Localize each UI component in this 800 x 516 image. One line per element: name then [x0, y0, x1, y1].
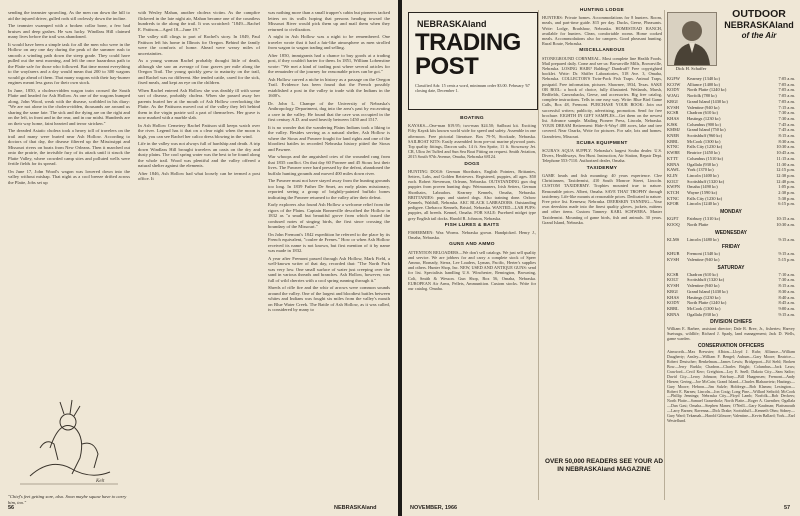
column-divider [664, 10, 665, 500]
article-column-3 [268, 10, 390, 315]
schedule-row [667, 201, 795, 207]
station-call: KVSH [667, 256, 679, 262]
air-time: 10:30 a.m. [776, 221, 795, 227]
air-time: 7:45 a.m. [778, 121, 795, 127]
station-city: Omaha (1490 kc) [687, 184, 718, 190]
title-line-nebraskaland: NEBRASKAland [724, 20, 794, 30]
air-time: 1:05 p.m. [778, 184, 795, 190]
station-city: Chadron (610 kc) [687, 110, 718, 116]
article-paragraph: On John Fremont's 1842 expedition he referred to the place by its French equivalent, "coulee de Frenes." How or when Ash Hollow received its name is not known, but first mention of it by name was made in 1832. [268, 231, 390, 253]
article-paragraph: A year after Fremont passed through Ash Hollow, Mark Field, a well-known writer of that day, recorded that: "The North Fork was very low. One small surface of water just creeping over the sand in various threads and branches. Ash Hollow, however, was full of wild cherries with a cool spring running through it." [268, 255, 390, 283]
air-time: 7:05 a.m. [778, 81, 795, 87]
schedule-day-heading: SATURDAY [717, 264, 745, 271]
air-time: 8:15 a.m. [778, 133, 795, 139]
article-paragraph: The dreaded Asiatic cholera took a heavy toll of travelers on the trail and many were buried near Ash Hollow. According to doctors of that day, the disease filtered up the Mississippi and Missouri rivers on boats from New Orleans. Then it marched out onto the prairie, the invisible fury of its attack until it struck the Platte Valley, where crowded camp sites and polluted wells were fertile fields for its spread. [8, 128, 130, 166]
station-city: Grand Island (1430 kc) [687, 288, 728, 294]
classified-ad-text: FISHERMEN: Wax Worms. Nebraska grown. Handpicked. Henry J., Omaha, Nebraska. [408, 230, 536, 241]
air-time: 5:15 p.m. [778, 256, 795, 262]
section-heading: GUNS AND AMMO [449, 242, 495, 248]
station-call: KNEB [667, 133, 679, 139]
station-call: KTNC [667, 195, 679, 201]
station-city: Kearney (1340 kc) [687, 76, 720, 81]
air-time: 6:15 p.m. [778, 201, 795, 207]
air-time: 7:30 a.m. [778, 115, 795, 121]
station-call: KHAS [667, 115, 679, 121]
station-city: Falls City (1230 kc) [687, 144, 723, 150]
article-paragraph: Ash Hollow carved a niche in history as a passage on the Oregon Trail. Evidence has been found that the French possibly established a post in the valley to trade with the Indians in the 1600's. [268, 76, 390, 98]
right-page [402, 0, 800, 516]
station-call: KOOQ [667, 221, 680, 227]
svg-text:Kelt: Kelt [96, 479, 105, 484]
station-city: North Platte (1240 kc) [687, 300, 727, 306]
article-paragraph: Shreds of rifle fire and the whir of arrows were common sounds around the valley. One of the largest and bloodiest battles between whites and Indians was fought six miles from the valley's mouth on Blue Water Creek. The Battle of Ash Hollow, as it was called, is considered by many to [268, 285, 390, 312]
advertise-promo: OVER 50,000 READERS SEE YOUR AD IN NEBRASKAland MAGAZINE [545, 458, 663, 473]
air-time: 7:05 a.m. [778, 87, 795, 93]
air-time: 12:30 p.m. [776, 172, 795, 178]
station-call: KOLT [667, 277, 679, 283]
column-divider [538, 10, 539, 500]
air-time: 8:30 a.m. [778, 288, 795, 294]
air-time: 7:30 a.m. [778, 277, 795, 283]
schedule-day-heading: MONDAY [720, 209, 742, 216]
article-paragraph: It would have been a simple task for all the men who were in the Hollow on any one day during the peak of the summer rush to smooth a winding path down the steep grade. They could have pulled out the next morning, and left the once hazardous path to the Platte safe for those who followed. But time meant everything to the wayfarers and a day would mean that 200 to 300 wagons would go ahead of them. That many wagons with their hay-burner engines meant less grass for their own stock. [8, 41, 130, 85]
station-city: Ogallala (930 kc) [687, 161, 718, 167]
station-city: McCook (1300 kc) [687, 305, 721, 311]
station-city: Columbus (900 kc) [687, 121, 721, 127]
air-time: 12:15 p.m. [776, 167, 795, 173]
air-time: 7:10 a.m. [778, 271, 795, 277]
article-paragraph: with Wesley Mahan, another cholera victim. As the campfire flickered in the late night air, Mahan became one of the countless hundreds to die along the trail. It was scratched: "1849—Rachel E. Pattison—Aged 18—June 19." [138, 10, 260, 32]
station-call: KTTT [667, 155, 679, 161]
station-call: KWPN [667, 184, 680, 190]
article-paragraph: Early explorers also found Ash Hollow a welcome relief from the rigors of the Plains. Captain Bonneville described the Hollow in 1832 as "a small but beautiful grove from which issued the confused notes of singing birds, the first since crossing the boundary of the Missouri." [268, 202, 390, 229]
air-time: 8:15 a.m. [778, 283, 795, 289]
article-paragraph: In June, 1850, a cholera-ridden wagon train crossed the South Platte and headed for Ash Hollow. As one of the wagons bumped along, John Wood, weak with the disease, scribbled in his diary: "We are not alone in the cholera-ridden, thousands are around us sharing the same fate. The sick and the dying are on the right and on the left, in front and in the rear, and in our midst. Hundreds are on their way home, faint hearted and terror stricken." [8, 87, 130, 126]
classified-rates: Classified Ads: 15 cents a word, minimum order $3.00. February '67 closing date, December 1. [415, 83, 530, 93]
station-city: Beatrice (1450 kc) [687, 150, 720, 156]
section-heading: SCUBA EQUIPMENT [576, 140, 628, 146]
article-paragraph: Dr. John L. Champe of the University of Nebraska's Anthropology Department, dug into the area's past by excavating a cave in the valley. He found that the cave was occupied in the first century A.D. and used heavily between 1450 and 1517. [268, 100, 390, 122]
station-call: KFOR [667, 201, 679, 207]
air-time: 7:30 a.m. [778, 110, 795, 116]
station-city: Columbus (1510 kc) [687, 155, 724, 161]
classified-ad-text: GAME heads and fish mounting: 40 years experience. Clee Christiansen, Taxidermist, 410 South Monroe Street, Lincoln. CUSTOM TAXIDERMY. Trophies mounted true to nature. Reasonable prices. Albert, Omaha. SAVE THAT TROPHY through taxidermy. Life-like mounts at reasonable prices. Dedicated to nature. Free price list. Kenesaw, Nebraska. DEERSKIN TANNING—Your own deerskins made into the finest quality gloves, jackets, mittens and other items. Custom Tannery. KARL SCHWERA. Master Taxidermist. Mounting of game birds, fish and animals. 30 years. Grand Island, Nebraska. [542, 172, 662, 225]
schedule-row [667, 222, 795, 228]
article-paragraph: On June 17, John Wood's wagon was lowered down into the valley without mishap. That night as a cool breeze drifted across the Platte, Jobs set up [8, 168, 130, 185]
station-call: KVSH [667, 104, 679, 110]
air-time: 9:15 a.m. [778, 251, 795, 257]
station-call: KRGI [667, 288, 678, 294]
station-call: KCSR [667, 110, 679, 116]
schedule-day-heading: DIVISION CHIEFS [710, 319, 752, 326]
station-city: Fairbury (1310 kc) [687, 216, 721, 222]
article-paragraph: A night in Ash Hollow was a night to be remembered. One traveler wrote that it had a fair-like atmosphere as men strolled from wagon to wagon trading and selling. [268, 34, 390, 50]
schedule-row [667, 257, 795, 263]
cartoon-illustration [10, 388, 128, 490]
station-city: North Platte (1240 kc) [687, 87, 727, 93]
station-city: Wayne (1590 kc) [687, 190, 718, 196]
article-paragraph: When Rachel entered Ash Hollow she was deathly ill with some sort of disease, probably cholera. When she passed away her parents buried her at the mouth of Ash Hollow overlooking the Platte. As the Pattisons moved out of the valley they left behind them in the virgin prairie soil a part of themselves. Her grave is now marked with a marble slab. [138, 87, 260, 120]
division-chiefs-text: William E. Barbee, assistant director; Dale R. Bree, Jr., fisheries; Harvey Suetsugu, wildlife; Richard J. Spady, land management; Jack D. Wells, game warden. [667, 326, 795, 342]
station-city: North Platte [687, 221, 709, 227]
station-city: Valentine (940 kc) [687, 256, 720, 262]
title-line-of-the-air: of the Air [741, 31, 777, 40]
station-call: KHAS [667, 294, 679, 300]
section-heading: TAXIDERMY [586, 165, 618, 171]
article-column-1 [8, 10, 130, 187]
air-time: 8:30 a.m. [778, 138, 795, 144]
station-city: Valentine (940 kc) [687, 283, 720, 289]
station-call: KJSK [667, 121, 678, 127]
station-city: Ogallala (930 kc) [687, 311, 718, 317]
page-number-right: 57 [784, 505, 791, 511]
station-call: KVSH [667, 283, 679, 289]
air-time: 7:15 a.m. [778, 104, 795, 110]
station-call: KLMS [667, 236, 680, 242]
section-heading: MISCELLANEOUS [579, 48, 625, 54]
station-city: Valentine (940 kc) [687, 104, 720, 110]
article-paragraph: In Ash Hollow Cemetery Rachel Pattison still keeps watch over the river. Legend has it that on a clear night when the moon is high, you can see Rachel her calico dress blowing in the wind. [138, 122, 260, 139]
station-call: WJAG [667, 93, 680, 99]
section-heading: BOATING [460, 116, 484, 121]
schedule-row [667, 312, 795, 318]
air-time: 7:05 a.m. [778, 93, 795, 99]
article-column-2 [138, 10, 260, 184]
station-call: KLIN [667, 172, 678, 178]
article-paragraph: sending the teamster sprawling. As the men ran down the hill to aid the injured driver, gulled rods sifl owlessly down the incline. [8, 10, 130, 21]
air-time: 10:45 a.m. [776, 150, 795, 156]
article-paragraph: It is no wonder that the wandering Plains Indians took a liking to the valley. Besides serving as a natural shelter, Ash Hollow is where the Sioux and Pawnee fought for land rights and one of the bloodiest battles in recorded Nebraska history pitted the Sioux and Pawnee. [268, 124, 390, 152]
trading-post-title: TRADING POST [415, 29, 521, 80]
station-call: KODY [667, 300, 680, 306]
air-time: 11:30 a.m. [776, 161, 795, 167]
station-city: Alliance (1400 kc) [687, 81, 720, 87]
station-call: KMMJ [667, 127, 680, 133]
radio-schedule [667, 76, 795, 424]
station-city: Falls City (1230 kc) [687, 195, 723, 201]
air-time: 8:45 a.m. [778, 300, 795, 306]
station-call: KRNA [667, 311, 680, 317]
station-city: Scottsbluff (1320 kc) [687, 178, 725, 184]
station-city: York (1370 kc) [687, 167, 714, 173]
section-heading: FISH LURES & BAITS [444, 222, 500, 228]
classifieds-column-1 [408, 114, 536, 293]
issue-date: NOVEMBER, 1966 [410, 505, 458, 511]
station-city: Scottsbluff (1320 kc) [687, 277, 725, 283]
air-time: 10:30 a.m. [776, 144, 795, 150]
air-time: 9:00 a.m. [778, 305, 795, 311]
station-call: KGFW [667, 76, 680, 81]
host-name: Dick H. Schaffer [675, 66, 707, 71]
classified-ad-text: HUNTERS: Private homes. Accommodations for 8 hunters. Room, meals, and part-time guide. $15 per day. Ducks, Geese, Pheasants. Write: Lodge, Bradshaw, Nebraska. HOMESTEAD RANCH, available for hunters. Clean, comfortable rooms. Home cooked meals. Accommodations also for campers. Good pheasant hunting. Rural Route, Nebraska. [542, 15, 662, 47]
article-paragraph: The Pawnee must not have stayed away from the hunting grounds too long. In 1839 Father De Smet, an early plains missionary, reported seeing a group of brightly-painted buffalo bones indicating the Pawnee returned to the valley after their defeat. [268, 178, 390, 200]
outdoor-nebraskaland-title [720, 8, 798, 41]
cartoon-caption: "Chief's feet getting sore, also. Soon maybe squaw have to carry him, too." [8, 494, 127, 505]
article-paragraph: The teamster swamped with a broken collar bone, a few bad bruises and deep gashes. He was lucky. Windlass Hill claimed many lives before the trail was abandoned. [8, 23, 130, 39]
classified-ad-text: HUNTING DOGS: German Shorthairs, English Pointers, Brittanies, Setters, Labs, and Golden Retrievers. Registered, puppies, all ages. $50 each. Robert Stevenson, Orleans, Nebraska. OUTSTANDING gun dog puppies from proven hunting dogs: Weimaraners, Irish Setters, German Shorthairs, Labradors. Kearney Kennels, Omaha, Nebraska. BRITTANIES: pups and started dogs. Also training done. Oxbow Kennels, Walthill, Nebraska. AKC BLACK LABRADORS. Outstanding pedigree. Chebacco Kennels, Bristol, Nebraska. WANTED—LAB PUPS: puppies, all breeds. Kennel, Omaha. FOR SALE: Purebred midget type grey English tail docks. Harold R. Johnson, Nebraska. [408, 168, 536, 221]
article-paragraph: War whoops and the anguished cries of the wounded rang from that 1835 conflict. On that day 60 Pawnee and 45 Sioux lost their lives. The Pawnee were hard pressed by the defeat, abandoned the buffalo hunting grounds and moved 400 miles down river. [268, 154, 390, 176]
air-time: 12:40 p.m. [776, 178, 795, 184]
article-paragraph: was nothing more than a small trapper's cabin but pioneers tacked letters on its walls hoping that persons heading toward the Missouri River would pick them up and mail them when they returned to civilization. [268, 10, 390, 32]
station-city: Lincoln (1400 kc) [687, 172, 719, 178]
classified-ad-text: STONEGROUND CORNMEAL. Most complete line Health Foods. Mail prepared daily. Come and see us: Brownville Mills, Brownville, Nebraska. LOSING HAIR? Balding? Dandruff? Free copyrighted booklet. Write: Dr. Shiffer Laboratories, 518 Ave. 3, Omaha, Nebraska. COLLECTOR'S Twin-Pack Fish Traps. Animal Traps, postpaid. Free information, pictures. Shawnee, 3934, Texas. SAKE OR BOIL: a book of choice, fully illustrated. Wetlands, Marsh, Redfields, Canvasbacks, Geese, and accessories. Big free catalog, complete instructions. Tells in one easy way. Write: Blue Bird Game Calls, Box 48, Fremont. PURCHASE YOUR BOOK: Join our successful writers; publicity, advertising, promotion. Send for free brochure. EIGHTH IN GIFT SAMPLES—Get them on the newest list. Advance sample. Mailing Pioneer Press, Lincoln, Nebraska. YOUR DREAM Retirement: Hide-A-Way! 480 acres, lake and tree covered. Near Ozarks, Write for pictures. For sale, lots and homes. Grandview, Missouri. [542, 55, 662, 139]
classified-ad-text: KAYAKS—One-man $19.95; two-man $24.50; Sailboat kit. Exciting Fifty Kayak kits known world wide for speed and safety. Assemble in one afternoon. Free pictorial literature. Box 79-N, Stockade, Nebraska. SAILBOAT KITS: Easily assembled from pre-cut marine plywood parts. Top quality fittings, Dacron sails. 14 ft. Sea Sprite, 11 ft. Stowaway Jet. CR, Ultra Jet Tuffed and Sun Sea Boat Fitting on request. Smith Aviation, 2015 South 97th Avenue, Omaha, Nebraska 68124. [408, 123, 536, 160]
section-heading: HUNTING LODGE [579, 8, 625, 13]
station-city: Lincoln (1480 kc) [687, 236, 719, 242]
station-city: Lincoln (1240 kc) [687, 201, 719, 207]
article-paragraph: The valley still clings to part of Rachel's story. In 1849, Paul Pattison left his home in Illinois for Oregon. Behind the family were the comforts of home. Ahead were weary miles of uncertainties. [138, 34, 260, 56]
air-time: 9:15 a.m. [778, 311, 795, 317]
schedule-day-heading: WEDNESDAY [714, 229, 748, 236]
article-paragraph: Life in the valley was not always full of hardship and death. A trip down Windlass Hill brought travelers an oasis on the dry and dusty plains. The cool spring water was the best to be found along the whole trail. Wood was plentiful and the valley offered a natural shelter against the elements. [138, 141, 260, 168]
station-call: KCOW [667, 81, 681, 87]
air-time: 7:05 a.m. [778, 76, 795, 81]
station-city: Grand Island (750 kc) [687, 127, 726, 133]
air-time: 8:40 a.m. [778, 294, 795, 300]
folio-title-left: NEBRASKAland [334, 505, 377, 511]
station-call: KBRL [667, 305, 679, 311]
air-time: 11:15 a.m. [776, 155, 795, 161]
station-call: KTNC [667, 144, 679, 150]
schedule-row [667, 237, 795, 243]
article-paragraph: After 1846, Ash Hollow had what loosely can be termed a post office. It [138, 170, 260, 181]
station-city: Scottsbluff (960 kc) [687, 133, 723, 139]
air-time: 10:15 a.m. [776, 216, 795, 222]
classified-ad-text: SCUBA'S AQUA SUPPLY. Nebraska's largest Scuba dealer. U.S. Divers, Healthways, Sea Hunt. Instruction, Air Station, Repair Dept. Telephone 553-7110. Authorized dealer, Omaha. [542, 148, 662, 164]
station-city: Hastings (1230 kc) [687, 115, 721, 121]
host-portrait [667, 12, 717, 66]
left-page [0, 0, 398, 516]
station-city: Chadron (610 kc) [687, 271, 718, 277]
air-time: 7:45 a.m. [778, 127, 795, 133]
air-time: 2:30 p.m. [778, 190, 795, 196]
station-call: KHUB [667, 251, 680, 257]
station-call: KRNA [667, 161, 680, 167]
station-call: KODY [667, 87, 680, 93]
station-city: Fremont (1340 kc) [687, 251, 720, 257]
trading-post-brand: NEBRASKAland [417, 19, 487, 29]
station-call: KCSR [667, 271, 679, 277]
schedule-day-heading: CONSERVATION OFFICERS [697, 343, 765, 350]
title-line-outdoor: OUTDOOR [732, 8, 786, 20]
station-call: KWBE [667, 150, 680, 156]
conservation-officers-text: Ainsworth—Max Brewster; Albion—Lloyd J. Ruhr; Alliance—William Daugherty; Ansley—William F. Bengel; Auburn—Gary Moore; Beatrice—Robert Deutscher; Benkelman—James Lewis; Bridgeport—Ed Stehl; Broken Bow—Jerry Barkla; Chadron—Charles Bright; Columbus—Jack Laws; Crawford—Cecil Kerr; Creighton—Loy E. Snell; Dakota City—Sam Sailor; David City—Leroy Johnson; Fairbury—Bill Haagensen; Fremont—Andy Hiesen; Gering—Joe McCain; Grand Island—Charles Blahauvietz; Hastings—Gary Moore; Hebron—Jim Sulzle; Holdrege—Bob Klamm; Lexington—Robert E. Barnes; Lincoln—Jon Craig; Long Pine—Willard Seibold; McCook—Phillip Jennings; Nebraska City—Floyd Lamb; Norfolk—Bob Deckers; North Platte—Samuel Grauerholz; North Platte—Roger A. Guenther; Ogallala—Dan Gast; Omaha—Stephen Manes; O'Neill—Gary Kaufman; Plattsmouth—Larry Barnes; Ravenna—Dick Drake; Scottsbluff—Kenneth Ohm; Sidney—Gary Ward; Tekamah—Harold Gilmore; Valentine—Kevin Ballard; York—Earl Westeflund. [667, 349, 795, 423]
air-time: 9:15 a.m. [778, 236, 795, 242]
station-call: KAWL [667, 167, 680, 173]
station-call: KRGI [667, 98, 678, 104]
section-heading: DOGS [464, 161, 480, 167]
station-city: McCook (1300 kc) [687, 138, 721, 144]
trading-post-banner [408, 12, 538, 110]
air-time: 5:30 p.m. [778, 195, 795, 201]
station-call: KTCH [667, 190, 679, 196]
station-call: KOLT [667, 178, 679, 184]
classifieds-column-2 [542, 6, 662, 227]
air-time: 7:05 a.m. [778, 98, 795, 104]
station-call: KBRL [667, 138, 679, 144]
article-paragraph: As a young woman Rachel probably thought little of death, although she saw an average of four graves per mile along the Oregon Trail. The young quickly grew to maturity on the trail, and Rachel was no different. She tended cattle, cared for the sick, fixed meals, and kept an eye on the children. [138, 58, 260, 85]
article-paragraph: After 1850, immigrants had a chance to buy goods at a trading post, if they couldn't barter for them. In 1851, William Lobenstine wrote: "We met a kind of trading post where several articles for the remainder of the journey for reasonable prices can be got." [268, 52, 390, 74]
station-call: KGFT [667, 216, 679, 222]
schedule-day-heading: FRIDAY [721, 244, 741, 251]
page-number-left: 56 [8, 505, 15, 511]
classified-ad-text: ATTENTION RELOADERS—We don't sell catalogs. We just sell quality and service. We are jobbers for and carry a complete stock of Speer Ammo, Hornady, Sierra, Lee Loaders, Lyman, Pacific, Herter's supplies and others. Hunter Shop, Inc. NEW, USED AND ANTIQUE GUNS: send for list. Specialists handling U.S. Winchester, Remington, Browning, Colt, Smith & Wesson. Gun Shop, Box 56, Omaha, Nebraska. EUROPEAN Air Arms, Pellets, Ammunition. Custom stocks. Write for our catalog. Omaha. [408, 249, 536, 292]
station-city: Hastings (1230 kc) [687, 294, 721, 300]
station-city: Norfolk (780 kc) [687, 93, 717, 99]
station-city: Grand Island (1430 kc) [687, 98, 728, 104]
